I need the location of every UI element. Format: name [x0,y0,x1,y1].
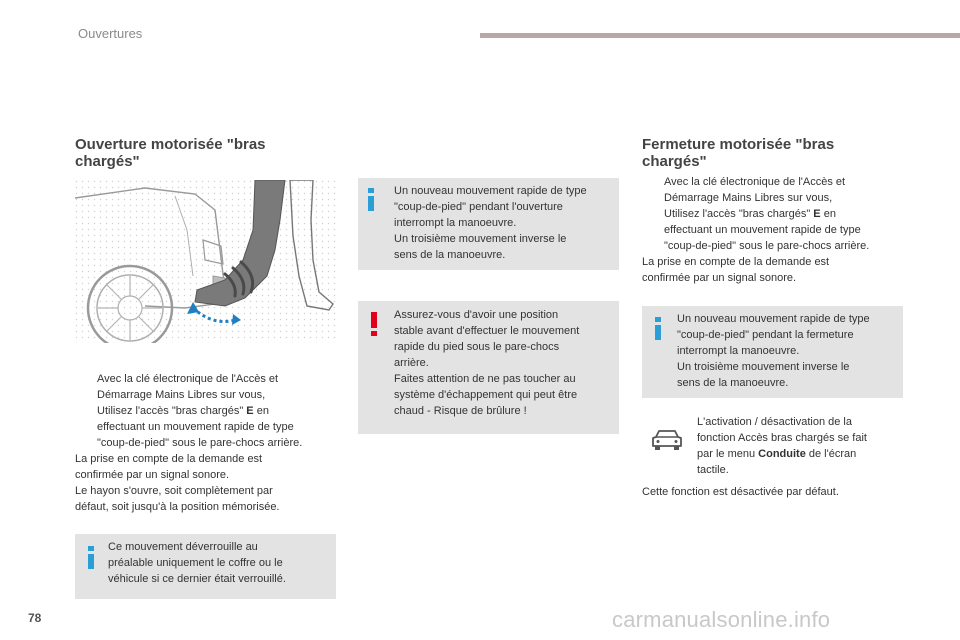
right-section-title: Fermeture motorisée "bras chargés" [642,136,835,170]
right-bullet-1: Avec la clé électronique de l'Accès et Démarrage Mains Libres sur vous, [664,176,846,204]
middle-warning-box: Assurez-vous d'avoir une position stable avant d'effectuer le mouvement rapide du pied sous le pare-chocs arrière. Faites attention de ne pas toucher au système d'échappement qui peut être chaud - Risque de brûlure ! [358,301,619,434]
default-note: Cette fonction est désactivée par défaut. [642,486,839,498]
left-info-box: Ce mouvement déverrouille au préalable uniquement le coffre ou le véhicule si ce dernier était verrouillé. [75,534,336,599]
left-bullet-2: Utilisez l'accès "bras chargés" E en effectuant un mouvement rapide de type "coup-de-pied" sous le pare-chocs arrière. [97,405,303,449]
watermark: carmanualsonline.info [612,607,831,632]
header-bar [480,33,960,38]
activation-text: L'activation / désactivation de la fonction Accès bras chargés se fait par le menu Conduite de l'écran tactile. [697,416,867,476]
right-instructions [642,174,912,286]
right-bullet-2: Utilisez l'accès "bras chargés" E en effectuant un mouvement rapide de type "coup-de-pied" sous le pare-chocs arrière. [664,208,870,252]
left-paragraph: La prise en compte de la demande est confirmée par un signal sonore. Le hayon s'ouvre, soit complètement par défaut, soit jusqu'à la position mémorisée. [75,453,280,513]
right-paragraph: La prise en compte de la demande est confirmée par un signal sonore. [642,256,830,284]
left-instructions [75,371,340,515]
middle-info-box: Un nouveau mouvement rapide de type "coup-de-pied" pendant l'ouverture interrompt la manoeuvre. Un troisième mouvement inverse le sens de la manoeuvre. [358,178,619,270]
header-title: Ouvertures [78,26,143,41]
left-section-title: Ouverture motorisée "bras chargés" [75,136,266,170]
right-info-box: Un nouveau mouvement rapide de type "coup-de-pied" pendant la fermeture interrompt la manoeuvre. Un troisième mouvement inverse le sens de la manoeuvre. [642,306,903,398]
page-number: 78 [28,611,42,625]
left-bullet-1: Avec la clé électronique de l'Accès et Démarrage Mains Libres sur vous, [97,373,279,401]
car-driving-icon [650,428,684,452]
kick-sensor-illustration [75,180,337,343]
